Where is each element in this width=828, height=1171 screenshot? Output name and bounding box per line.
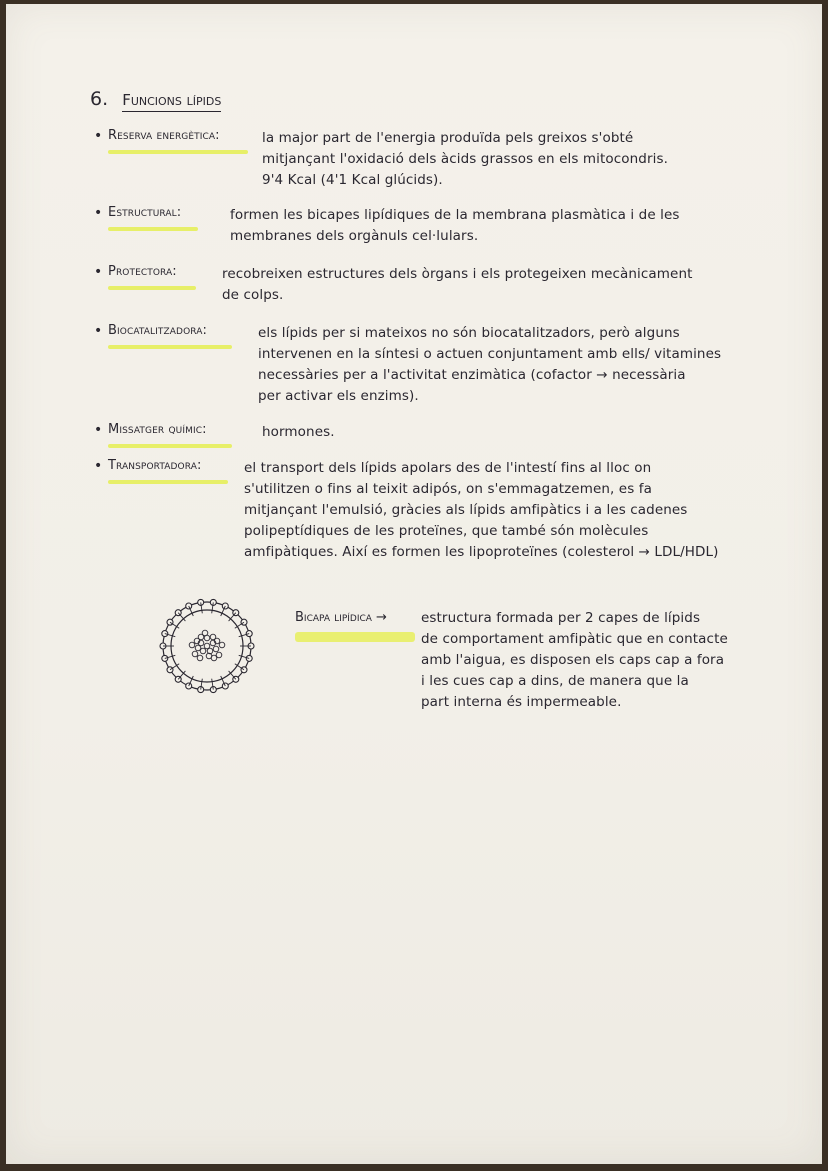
lipid-head-icon — [246, 655, 252, 661]
section-number: 6. — [90, 88, 109, 110]
highlight-mark — [108, 150, 248, 154]
core-molecule-icon — [189, 642, 195, 648]
highlight-mark — [108, 286, 196, 290]
lipid-head-icon — [186, 603, 192, 609]
bicapa-description: estructura formada per 2 capes de lípids de comportament amfipàtic que en contacte amb l'aigua, es disposen els caps cap a fora i les cues cap a dins, de manera que la part interna és impermeable. — [421, 610, 728, 710]
item-label: Biocatalitzadora: — [108, 323, 207, 338]
section-title: Funcions lípids — [122, 91, 221, 112]
section-heading — [90, 88, 221, 110]
item-description: recobreixen estructures dels òrgans i els protegeixen mecànicament de colps. — [222, 266, 693, 303]
lipid-head-icon — [246, 631, 252, 637]
core-molecule-icon — [211, 655, 217, 661]
lipid-head-icon — [186, 683, 192, 689]
item-description: els lípids per si mateixos no són biocatalitzadors, però alguns intervenen en la síntesi o actuen conjuntament amb ells/ vitamines necessàries per a l'activitat enzimàtica (cofactor → necessària per activar els enzims). — [258, 325, 722, 404]
highlight-mark — [295, 632, 415, 642]
notebook-page — [6, 4, 822, 1164]
bullet-dot: • — [94, 128, 103, 144]
core-molecule-icon — [195, 645, 201, 651]
highlight-mark — [108, 345, 232, 349]
highlight-mark — [108, 444, 232, 448]
bullet-dot: • — [94, 264, 103, 280]
item-description: el transport dels lípids apolars des de l'intestí fins al lloc on s'utilitzen o fins al teixit adipós, on s'emmagatzemen, es fa mitjançant l'emulsió, gràcies als lípids amfipàtics i a les cadenes polipeptídiques de les proteïnes, que també són molècules amfipàtiques. Així es formen les lipoproteïnes (colesterol → LDL/HDL) — [244, 460, 719, 560]
bullet-dot: • — [94, 458, 103, 474]
item-label: Protectora: — [108, 264, 177, 279]
item-description: formen les bicapes lipídiques de la membrana plasmàtica i de les membranes dels orgànuls cel·lulars. — [230, 207, 680, 244]
item-description: hormones. — [262, 424, 335, 440]
core-molecule-icon — [219, 642, 225, 648]
core-molecule-icon — [197, 655, 203, 661]
core-molecule-icon — [213, 646, 219, 652]
item-label: Missatger químic: — [108, 422, 207, 437]
core-molecule-icon — [202, 630, 208, 636]
item-label: Transportadora: — [108, 458, 202, 473]
core-molecule-icon — [192, 651, 198, 657]
lipid-head-icon — [162, 655, 168, 661]
item-label: Reserva energètica: — [108, 128, 220, 143]
highlight-mark — [108, 227, 198, 231]
highlight-mark — [108, 480, 228, 484]
item-label: Estructural: — [108, 205, 182, 220]
bullet-dot: • — [94, 205, 103, 221]
bicapa-label: Bicapa lipídica → — [295, 610, 387, 625]
bullet-dot: • — [94, 323, 103, 339]
bullet-dot: • — [94, 422, 103, 438]
item-description: la major part de l'energia produïda pels greixos s'obté mitjançant l'oxidació dels àcids grassos en els mitocondris. 9'4 Kcal (4'1 Kcal glúcids). — [262, 130, 668, 188]
lipid-head-icon — [162, 631, 168, 637]
micelle-drawing-icon — [148, 596, 266, 696]
